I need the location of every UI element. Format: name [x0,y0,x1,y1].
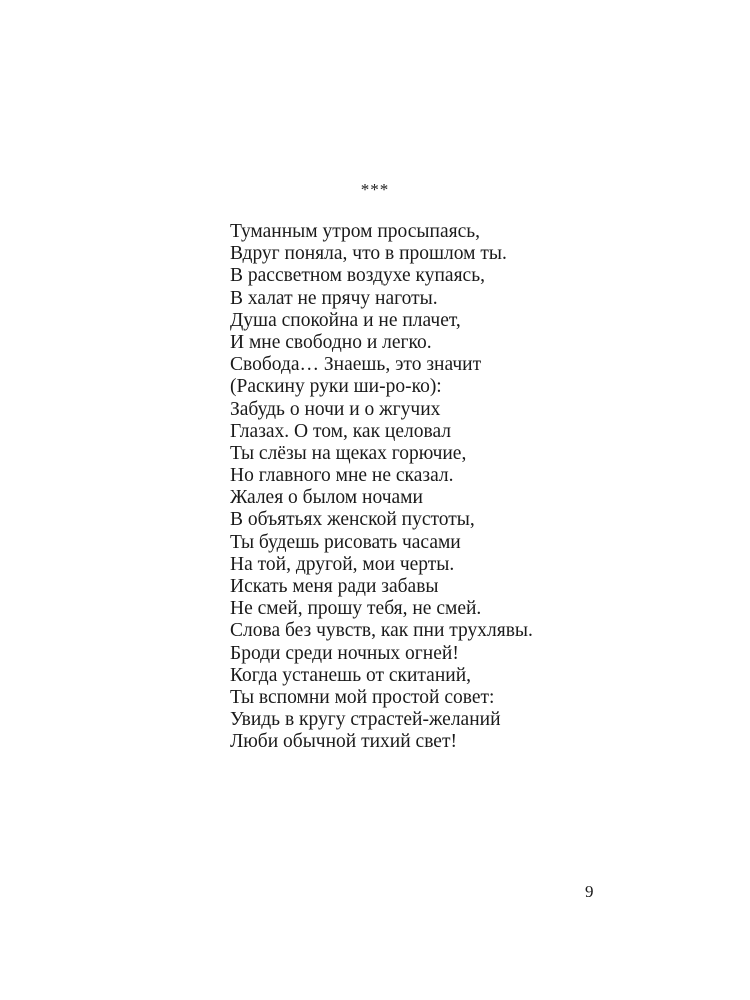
poem-line: В рассветном воздухе купаясь, [230,265,485,287]
section-ornament: *** [360,180,390,199]
poem-line: В халат не прячу наготы. [230,287,438,309]
poem-line: Жалея о былом ночами [230,487,423,509]
poem-line: Люби обычной тихий свет! [230,731,457,753]
poem-line: Не смей, прошу тебя, не смей. [230,598,482,620]
poem-line: В объятьях женской пустоты, [230,509,475,531]
poem-line: Душа спокойна и не плачет, [230,309,461,331]
poem-line: Ты будешь рисовать часами [230,531,461,553]
poem-line: Ты слёзы на щеках горючие, [230,442,467,464]
poem-line: И мне свободно и легко. [230,331,432,353]
poem-line: Увидь в кругу страстей-желаний [230,709,501,731]
poem-line: Забудь о ночи и о жгучих [230,398,441,420]
page-number: 9 [585,882,594,901]
poem-line: Искать меня ради забавы [230,576,439,597]
poem-line: Когда устанешь от скитаний, [230,664,472,686]
poem-text [230,221,700,754]
poem-line: Слова без чувств, как пни трухлявы. [230,620,533,642]
poem-line: Ты вспомни мой простой совет: [230,686,495,708]
poem-line: Туманным утром просыпаясь, [230,221,480,242]
poem-line: Глазах. О том, как целовал [230,420,452,442]
poem-line: Но главного мне не сказал. [230,465,454,487]
poem-line: Свобода… Знаешь, это значит [230,354,482,376]
poem-line: Броди среди ночных огней! [230,642,459,664]
poem-line: На той, другой, мои черты. [230,553,455,575]
poem-line: Вдруг поняла, что в прошлом ты. [230,243,507,265]
poem-line: (Раскину руки ши-ро-ко): [230,376,442,398]
